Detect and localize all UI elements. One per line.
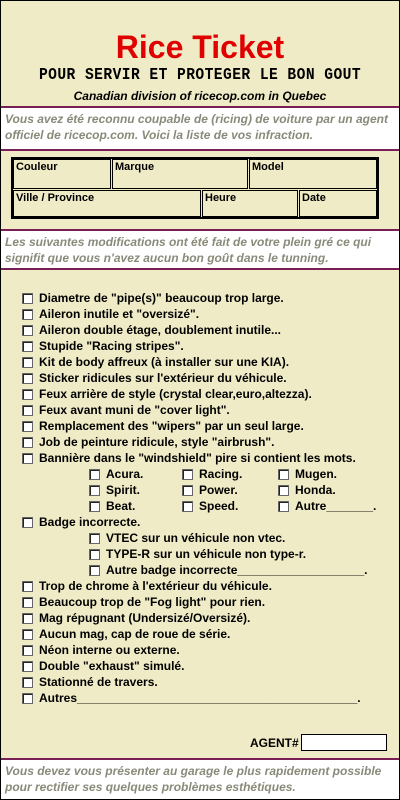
item-label: Beaucoup trop de "Fog light" pour rien.: [39, 595, 266, 609]
agent-number-input[interactable]: [301, 734, 387, 751]
option-label: Speed.: [199, 499, 239, 513]
item-label: Job de peinture ridicule, style "airbrush".: [39, 435, 275, 449]
option-label: Mugen.: [295, 467, 337, 481]
item-label: Badge incorrecte.: [39, 515, 141, 529]
checklist-item-badge[interactable]: [22, 514, 140, 530]
heure-field[interactable]: [202, 190, 298, 217]
checklist-item[interactable]: [22, 690, 361, 706]
checklist-item[interactable]: [22, 658, 184, 674]
checklist-item[interactable]: [22, 610, 250, 626]
model-label: Model: [252, 161, 284, 173]
option-label: Honda.: [295, 483, 336, 497]
checkbox[interactable]: [89, 533, 100, 544]
checkbox[interactable]: [22, 437, 33, 448]
option-label: Acura.: [106, 467, 144, 481]
agent-label: AGENT#: [250, 735, 299, 750]
item-label: Diametre de "pipe(s)" beaucoup trop large.: [39, 291, 284, 305]
item-label: Aileron inutile et "oversizé".: [39, 307, 200, 321]
item-label: Aileron double étage, doublement inutile...: [39, 323, 282, 337]
option-label: VTEC sur un véhicule non vtec.: [106, 531, 286, 545]
option-label: Autre_______.: [295, 499, 377, 513]
couleur-field[interactable]: [13, 159, 111, 189]
checklist-item[interactable]: [22, 674, 158, 690]
item-label: Kit de body affreux (à installer sur une KIA).: [39, 355, 290, 369]
item-label: Autres__________________________________________.: [39, 691, 361, 705]
item-label: Mag répugnant (Undersizé/Oversizé).: [39, 611, 251, 625]
couleur-label: Couleur: [16, 161, 58, 173]
checklist-item[interactable]: [22, 626, 230, 642]
brand-option[interactable]: [278, 466, 337, 482]
checkbox[interactable]: [22, 309, 33, 320]
checkbox[interactable]: [22, 341, 33, 352]
brand-option[interactable]: [89, 482, 140, 498]
item-label: Feux avant muni de "cover light".: [39, 403, 230, 417]
agent-field: [250, 734, 387, 751]
checkbox[interactable]: [22, 453, 33, 464]
checkbox[interactable]: [22, 517, 33, 528]
checkbox[interactable]: [22, 693, 33, 704]
checklist-item[interactable]: [22, 386, 312, 402]
checklist-item[interactable]: [22, 402, 230, 418]
checkbox[interactable]: [22, 389, 33, 400]
checkbox[interactable]: [182, 501, 193, 512]
checkbox[interactable]: [22, 645, 33, 656]
checkbox[interactable]: [89, 501, 100, 512]
checkbox[interactable]: [22, 357, 33, 368]
option-label: Racing.: [199, 467, 243, 481]
brand-option[interactable]: [89, 498, 135, 514]
ville-label: Ville / Province: [16, 192, 95, 204]
ticket-subtitle: POUR SERVIR ET PROTEGER LE BON GOUT: [38, 66, 362, 85]
item-label: Sticker ridicules sur l'extérieur du véhicule.: [39, 371, 287, 385]
item-label: Néon interne ou externe.: [39, 643, 180, 657]
marque-label: Marque: [115, 161, 155, 173]
item-label: Feux arrière de style (crystal clear,euro,altezza).: [39, 387, 312, 401]
option-label: Spirit.: [106, 483, 141, 497]
item-label: Stupide "Racing stripes".: [39, 339, 184, 353]
checklist-item[interactable]: [22, 434, 274, 450]
brand-option[interactable]: [182, 466, 242, 482]
checkbox[interactable]: [22, 405, 33, 416]
checklist-item[interactable]: [22, 418, 304, 434]
footer-text: Vous devez vous présenter au garage le plus rapidement possible pour rectifier ses quelques problèmes esthétiques.: [1, 758, 399, 799]
item-label: Bannière dans le "windshield" pire si contient les mots.: [39, 451, 356, 465]
checkbox[interactable]: [89, 485, 100, 496]
checklist-item[interactable]: [22, 338, 184, 354]
model-field[interactable]: [249, 159, 377, 189]
brand-option[interactable]: [182, 498, 238, 514]
brand-option[interactable]: [278, 498, 376, 514]
item-label: Aucun mag, cap de roue de série.: [39, 627, 231, 641]
heure-label: Heure: [205, 192, 237, 204]
checkbox[interactable]: [278, 501, 289, 512]
checklist-item[interactable]: [22, 450, 356, 466]
marque-field[interactable]: [112, 159, 248, 189]
checkbox[interactable]: [22, 293, 33, 304]
checklist-item[interactable]: [22, 290, 284, 306]
checklist-item[interactable]: [22, 594, 265, 610]
checkbox[interactable]: [89, 549, 100, 560]
checkbox[interactable]: [278, 469, 289, 480]
item-label: Remplacement des "wipers" par un seul large.: [39, 419, 304, 433]
checkbox[interactable]: [89, 565, 100, 576]
checkbox[interactable]: [22, 629, 33, 640]
checklist-item[interactable]: [22, 578, 272, 594]
checkbox[interactable]: [22, 581, 33, 592]
brand-option[interactable]: [182, 482, 238, 498]
date-field[interactable]: [299, 190, 377, 217]
checkbox[interactable]: [182, 485, 193, 496]
checklist-item[interactable]: [22, 370, 287, 386]
checklist-item[interactable]: [22, 642, 180, 658]
checkbox[interactable]: [22, 613, 33, 624]
option-label: TYPE-R sur un véhicule non type-r.: [106, 547, 307, 561]
checkbox[interactable]: [22, 661, 33, 672]
checkbox[interactable]: [278, 485, 289, 496]
checkbox[interactable]: [22, 325, 33, 336]
brand-option[interactable]: [89, 466, 143, 482]
checklist-item[interactable]: [22, 306, 199, 322]
brand-option[interactable]: [278, 482, 336, 498]
checkbox[interactable]: [22, 373, 33, 384]
item-label: Trop de chrome à l'extérieur du véhicule.: [39, 579, 272, 593]
ville-field[interactable]: [13, 190, 201, 217]
intro-text: Vous avez été reconnu coupable de (ricing) de voiture par un agent officiel de ricecop.com. Voici la liste de vos infraction.: [1, 106, 399, 151]
option-label: Power.: [199, 483, 238, 497]
date-label: Date: [302, 192, 326, 204]
checkbox[interactable]: [22, 597, 33, 608]
item-label: Double "exhaust" simulé.: [39, 659, 185, 673]
info-grid: [11, 157, 379, 219]
checkbox[interactable]: [89, 469, 100, 480]
checkbox[interactable]: [182, 469, 193, 480]
checklist-item[interactable]: [22, 354, 289, 370]
checklist-item[interactable]: [22, 322, 281, 338]
modifications-text: Les suivantes modifications ont été fait de votre plein gré ce qui signifit que vous n'avez aucun bon goût dans le tunning.: [1, 229, 399, 270]
badge-option[interactable]: [89, 546, 306, 562]
option-label: Beat.: [106, 499, 136, 513]
checkbox[interactable]: [22, 421, 33, 432]
badge-option[interactable]: [89, 530, 285, 546]
ticket-title: Rice Ticket: [115, 29, 285, 65]
option-label: Autre badge incorrecte___________________.: [106, 563, 368, 577]
division-text: Canadian division of ricecop.com in Quebec: [73, 89, 327, 103]
badge-option[interactable]: [89, 562, 368, 578]
checkbox[interactable]: [22, 677, 33, 688]
item-label: Stationné de travers.: [39, 675, 158, 689]
